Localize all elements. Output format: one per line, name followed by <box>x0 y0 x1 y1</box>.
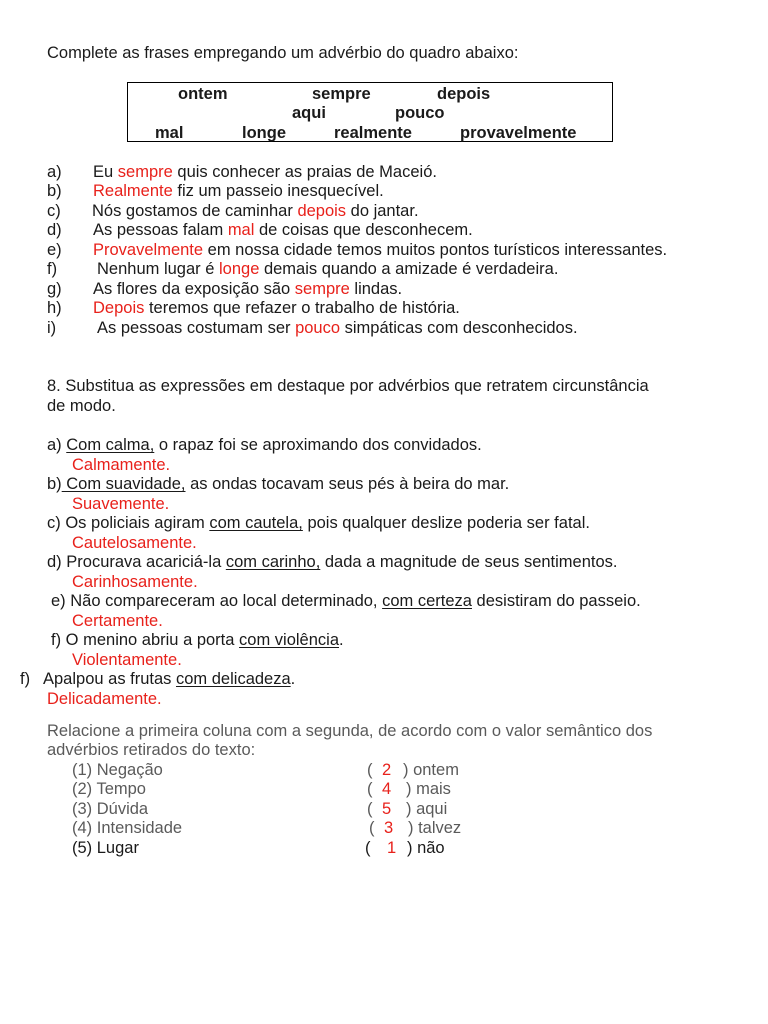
sentence-row <box>93 298 460 318</box>
word-box-item: longe <box>242 124 286 142</box>
sentence-answer: pouco <box>295 319 341 337</box>
q8-underlined: com certeza <box>382 592 472 610</box>
relate-left-item: (2) Tempo <box>72 780 146 798</box>
sentence-answer: Provavelmente <box>93 241 204 259</box>
q8-title-line1: 8. Substitua as expressões em destaque por advérbios que retratem circunstância <box>47 377 649 395</box>
q8-marker: c) <box>47 514 66 532</box>
sentence-post: simpáticas com desconhecidos. <box>340 319 578 337</box>
word-box-item: sempre <box>312 85 371 103</box>
sentence-post: lindas. <box>349 280 403 298</box>
q8-underlined: com carinho, <box>225 553 321 571</box>
q8-post: o rapaz foi se aproximando dos convidados. <box>154 436 482 454</box>
sentence-marker: f) <box>47 260 58 278</box>
relate-paren: ( <box>369 819 375 837</box>
sentence-post: de coisas que desconhecem. <box>254 221 473 239</box>
q8-marker: a) <box>47 436 67 454</box>
relate-right-word: ) aqui <box>406 800 448 818</box>
q8-post: dada a magnitude de seus sentimentos. <box>320 553 618 571</box>
q8-underlined: com cautela, <box>209 514 303 532</box>
sentence-post: quis conhecer as praias de Maceió. <box>172 163 437 181</box>
q8-post: desistiram do passeio. <box>471 592 641 610</box>
relate-answer-number: 5 <box>382 800 392 818</box>
sentence-pre: Nenhum lugar é <box>97 260 219 278</box>
q8-underlined: com violência <box>239 631 339 649</box>
q8-answer: Carinhosamente. <box>72 573 198 591</box>
relate-answer-number: 1 <box>387 839 397 857</box>
q8-post: as ondas tocavam seus pés à beira do mar. <box>185 475 510 493</box>
q8-item <box>51 591 641 611</box>
q8-answer: Certamente. <box>72 612 163 630</box>
sentence-pre: Eu <box>93 163 118 181</box>
q8-item <box>43 669 295 689</box>
relate-paren: ( <box>365 839 371 857</box>
q8-pre: Não compareceram ao local determinado, <box>70 592 383 610</box>
sentence-marker: a) <box>47 163 62 181</box>
sentence-row <box>93 240 667 260</box>
q8-item <box>47 435 482 455</box>
relate-paren: ( <box>367 780 373 798</box>
sentence-marker: g) <box>47 280 62 298</box>
q8-pre: Apalpou as frutas <box>43 670 176 688</box>
q8-marker: d) <box>47 553 67 571</box>
sentence-answer: Depois <box>93 299 145 317</box>
word-box-item: aqui <box>292 104 326 122</box>
sentence-post: demais quando a amizade é verdadeira. <box>259 260 559 278</box>
q8-marker: f) <box>51 631 66 649</box>
relate-right-word: ) não <box>407 839 445 857</box>
sentence-answer: longe <box>219 260 260 278</box>
sentence-answer: sempre <box>294 280 350 298</box>
sentence-answer: mal <box>227 221 255 239</box>
q8-item <box>47 552 618 572</box>
relate-right-word: ) ontem <box>403 761 459 779</box>
sentence-marker: h) <box>47 299 62 317</box>
relate-paren: ( <box>367 800 373 818</box>
q8-underlined: com delicadeza <box>176 670 291 688</box>
q8-post: . <box>339 631 344 649</box>
word-box-item: depois <box>437 85 491 103</box>
sentence-answer: Realmente <box>93 182 173 200</box>
q8-pre: Os policiais agiram <box>65 514 210 532</box>
q8-answer: Delicadamente. <box>47 690 162 708</box>
sentence-pre: As pessoas costumam ser <box>97 319 296 337</box>
sentence-pre: Nós gostamos de caminhar <box>92 202 298 220</box>
q8-answer: Suavemente. <box>72 495 170 513</box>
sentence-marker: e) <box>47 241 62 259</box>
q8-pre: O menino abriu a porta <box>65 631 240 649</box>
q8-marker: f) <box>20 670 31 688</box>
relate-left-item: (5) Lugar <box>72 839 139 857</box>
sentence-row <box>92 201 419 221</box>
q8-answer: Cautelosamente. <box>72 534 197 552</box>
q8-item <box>47 513 590 533</box>
relate-paren: ( <box>367 761 373 779</box>
sentence-post: do jantar. <box>346 202 419 220</box>
relate-answer-number: 3 <box>384 819 394 837</box>
sentence-answer: depois <box>297 202 347 220</box>
relate-right-word: ) talvez <box>408 819 462 837</box>
word-box-item: pouco <box>395 104 445 122</box>
relate-left-item: (1) Negação <box>72 761 163 779</box>
sentence-post: em nossa cidade temos muitos pontos turísticos interessantes. <box>203 241 668 259</box>
relate-instruction-line2: advérbios retirados do texto: <box>47 741 256 759</box>
sentence-row <box>97 259 558 279</box>
q8-answer: Violentamente. <box>72 651 182 669</box>
sentence-marker: d) <box>47 221 62 239</box>
sentence-marker: i) <box>47 319 57 337</box>
relate-answer-number: 2 <box>382 761 392 779</box>
relate-answer-number: 4 <box>382 780 392 798</box>
word-box-item: provavelmente <box>460 124 577 142</box>
q8-underlined: Com calma, <box>66 436 155 454</box>
sentence-row <box>97 318 578 338</box>
q8-post: . <box>290 670 296 688</box>
sentence-pre: As flores da exposição são <box>93 280 295 298</box>
instruction-text: Complete as frases empregando um advérbio do quadro abaixo: <box>47 44 519 62</box>
q8-post: pois qualquer deslize poderia ser fatal. <box>302 514 590 532</box>
q8-title-line2: de modo. <box>47 397 116 415</box>
sentence-post: teremos que refazer o trabalho de história. <box>144 299 460 317</box>
sentence-answer: sempre <box>117 163 173 181</box>
q8-item <box>51 630 344 650</box>
sentence-marker: b) <box>47 182 62 200</box>
word-box-item: mal <box>155 124 184 142</box>
sentence-row <box>93 162 437 182</box>
relate-left-item: (4) Intensidade <box>72 819 183 837</box>
sentence-row <box>93 279 402 299</box>
sentence-pre: As pessoas falam <box>93 221 228 239</box>
q8-marker: b) <box>47 475 62 493</box>
q8-underlined: Com suavidade, <box>61 475 186 493</box>
relate-instruction-line1: Relacione a primeira coluna com a segunda, de acordo com o valor semântico dos <box>47 722 653 740</box>
sentence-row <box>93 220 473 240</box>
q8-pre: Procurava acariciá-la <box>66 553 226 571</box>
q8-item <box>47 474 509 494</box>
sentence-marker: c) <box>47 202 61 220</box>
q8-marker: e) <box>51 592 71 610</box>
word-box-item: realmente <box>334 124 412 142</box>
q8-answer: Calmamente. <box>72 456 171 474</box>
relate-right-word: ) mais <box>406 780 451 798</box>
word-box-item: ontem <box>178 85 228 103</box>
relate-left-item: (3) Dúvida <box>72 800 149 818</box>
sentence-row <box>93 181 384 201</box>
sentence-post: fiz um passeio inesquecível. <box>172 182 384 200</box>
